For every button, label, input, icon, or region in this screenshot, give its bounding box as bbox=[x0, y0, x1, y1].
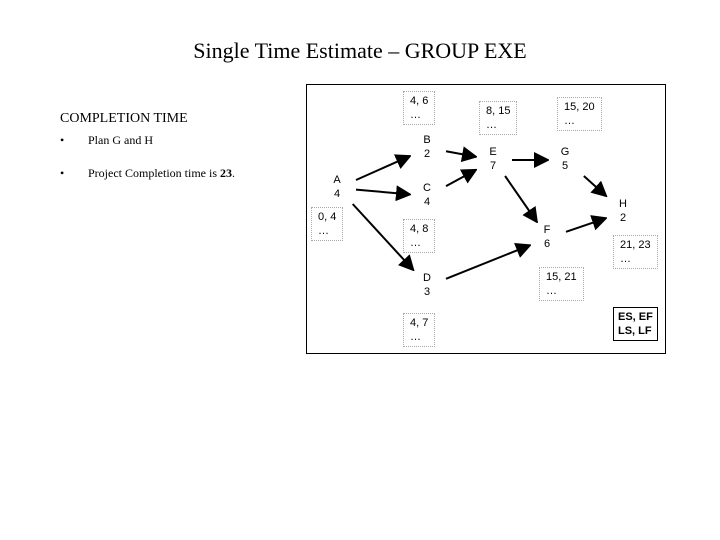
es-ef: 21, 23 bbox=[620, 239, 651, 251]
time-label-d bbox=[403, 313, 435, 347]
bullet-marker: • bbox=[60, 166, 65, 180]
legend-box bbox=[613, 307, 658, 341]
activity-duration: 2 bbox=[619, 212, 627, 224]
activity-name: G bbox=[560, 146, 570, 158]
ls-lf: … bbox=[410, 237, 421, 249]
slide-title: Single Time Estimate – GROUP EXE bbox=[193, 38, 527, 63]
activity-node-c bbox=[411, 181, 443, 209]
es-ef: 4, 7 bbox=[410, 317, 429, 329]
activity-duration: 4 bbox=[333, 188, 341, 200]
edge-f-h bbox=[566, 218, 606, 232]
activity-duration: 3 bbox=[423, 286, 431, 298]
activity-name: B bbox=[423, 134, 431, 146]
time-label-h bbox=[613, 235, 658, 269]
es-ef: 4, 6 bbox=[410, 95, 429, 107]
bullet-text-end: . bbox=[232, 166, 235, 180]
edge-e-f bbox=[505, 176, 537, 222]
activity-duration: 2 bbox=[423, 148, 431, 160]
edge-a-c bbox=[356, 190, 410, 195]
activity-name: E bbox=[489, 146, 497, 158]
bullet-text: Plan G and H bbox=[88, 133, 153, 147]
es-ef: 0, 4 bbox=[318, 211, 337, 223]
edge-c-e bbox=[446, 170, 476, 186]
ls-lf: … bbox=[318, 225, 329, 237]
time-label-e bbox=[479, 101, 517, 135]
completion-time-value: 23 bbox=[220, 166, 232, 180]
activity-node-e bbox=[477, 145, 509, 173]
activity-node-d bbox=[411, 271, 443, 299]
bullet-text: Project Completion time is bbox=[88, 166, 220, 180]
activity-node-g bbox=[549, 145, 581, 173]
activity-node-a bbox=[321, 173, 353, 201]
section-heading: COMPLETION TIME bbox=[60, 111, 188, 126]
es-ef: 15, 21 bbox=[546, 271, 577, 283]
bullet-item bbox=[60, 133, 153, 148]
bullet-item bbox=[60, 166, 235, 181]
activity-duration: 6 bbox=[543, 238, 551, 250]
ls-lf: … bbox=[410, 109, 421, 121]
activity-duration: 5 bbox=[561, 160, 569, 172]
ls-lf: … bbox=[486, 119, 497, 131]
activity-node-b bbox=[411, 133, 443, 161]
ls-lf: … bbox=[564, 115, 575, 127]
activity-name: A bbox=[333, 174, 341, 186]
activity-name: F bbox=[543, 224, 551, 236]
legend-line-2: LS, LF bbox=[618, 325, 652, 337]
activity-duration: 4 bbox=[423, 196, 431, 208]
activity-name: H bbox=[619, 198, 627, 210]
activity-name: C bbox=[423, 182, 431, 194]
activity-duration: 7 bbox=[489, 160, 497, 172]
edge-g-h bbox=[584, 176, 606, 196]
time-label-a bbox=[311, 207, 343, 241]
network-diagram bbox=[306, 84, 666, 354]
activity-node-h bbox=[607, 197, 639, 225]
activity-name: D bbox=[423, 272, 431, 284]
time-label-c bbox=[403, 219, 435, 253]
bullet-marker: • bbox=[60, 133, 65, 147]
ls-lf: … bbox=[410, 331, 421, 343]
ls-lf: … bbox=[620, 253, 631, 265]
time-label-f bbox=[539, 267, 584, 301]
es-ef: 4, 8 bbox=[410, 223, 429, 235]
activity-node-f bbox=[531, 223, 563, 251]
es-ef: 8, 15 bbox=[486, 105, 511, 117]
edge-b-e bbox=[446, 151, 476, 156]
edge-d-f bbox=[446, 245, 530, 279]
time-label-b bbox=[403, 91, 435, 125]
es-ef: 15, 20 bbox=[564, 101, 595, 113]
edge-a-b bbox=[356, 156, 410, 180]
ls-lf: … bbox=[546, 285, 557, 297]
time-label-g bbox=[557, 97, 602, 131]
legend-line-1: ES, EF bbox=[618, 311, 653, 323]
